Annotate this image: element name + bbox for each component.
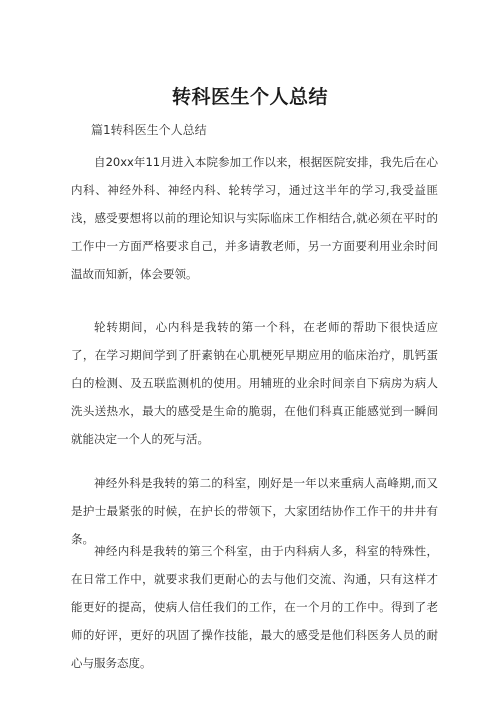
document-title: 转科医生个人总结 — [171, 86, 328, 108]
paragraph-2: 轮转期间，心内科是我转的第一个科，在老师的帮助下很快适应了，在学习期间学到了肝素钠在心肌梗死早期应用的临床治疗，肌钙蛋白的检测、及五联监测机的使用。用辅班的业余时间亲自下病房为病人洗头送热水，最大的感受是生命的脆弱，在他们科真正能感觉到一瞬间就能决定一个人的死与活。 — [71, 320, 438, 446]
paragraph-3: 神经外科是我转的第二的科室，刚好是一年以来重病人高峰期,而又是护士最紧张的时候，在护长的带领下，大家团结协作工作干的井井有条。 — [71, 476, 438, 546]
document-subtitle: 篇1转科医生个人总结 — [91, 123, 207, 137]
paragraph-1: 自20xx年11月进入本院参加工作以来，根据医院安排，我先后在心内科、神经外科、神经内科、轮转学习，通过这半年的学习,我受益匪浅，感受要想将以前的理论知识与实际临床工作相结合,就必须在平时的工作中一方面严格要求自己，并多请教老师，另一方面要利用业余时间温故而知新，体会要领。 — [71, 155, 438, 281]
paragraph-4: 神经内科是我转的第三个科室，由于内科病人多，科室的特殊性，在日常工作中，就要求我们更耐心的去与他们交流、沟通，只有这样才能更好的提高，使病人信任我们的工作，在一个月的工作中。得到了老师的好评，更好的巩固了操作技能，最大的感受是他们科医务人员的耐心与服务态度。 — [71, 544, 438, 670]
